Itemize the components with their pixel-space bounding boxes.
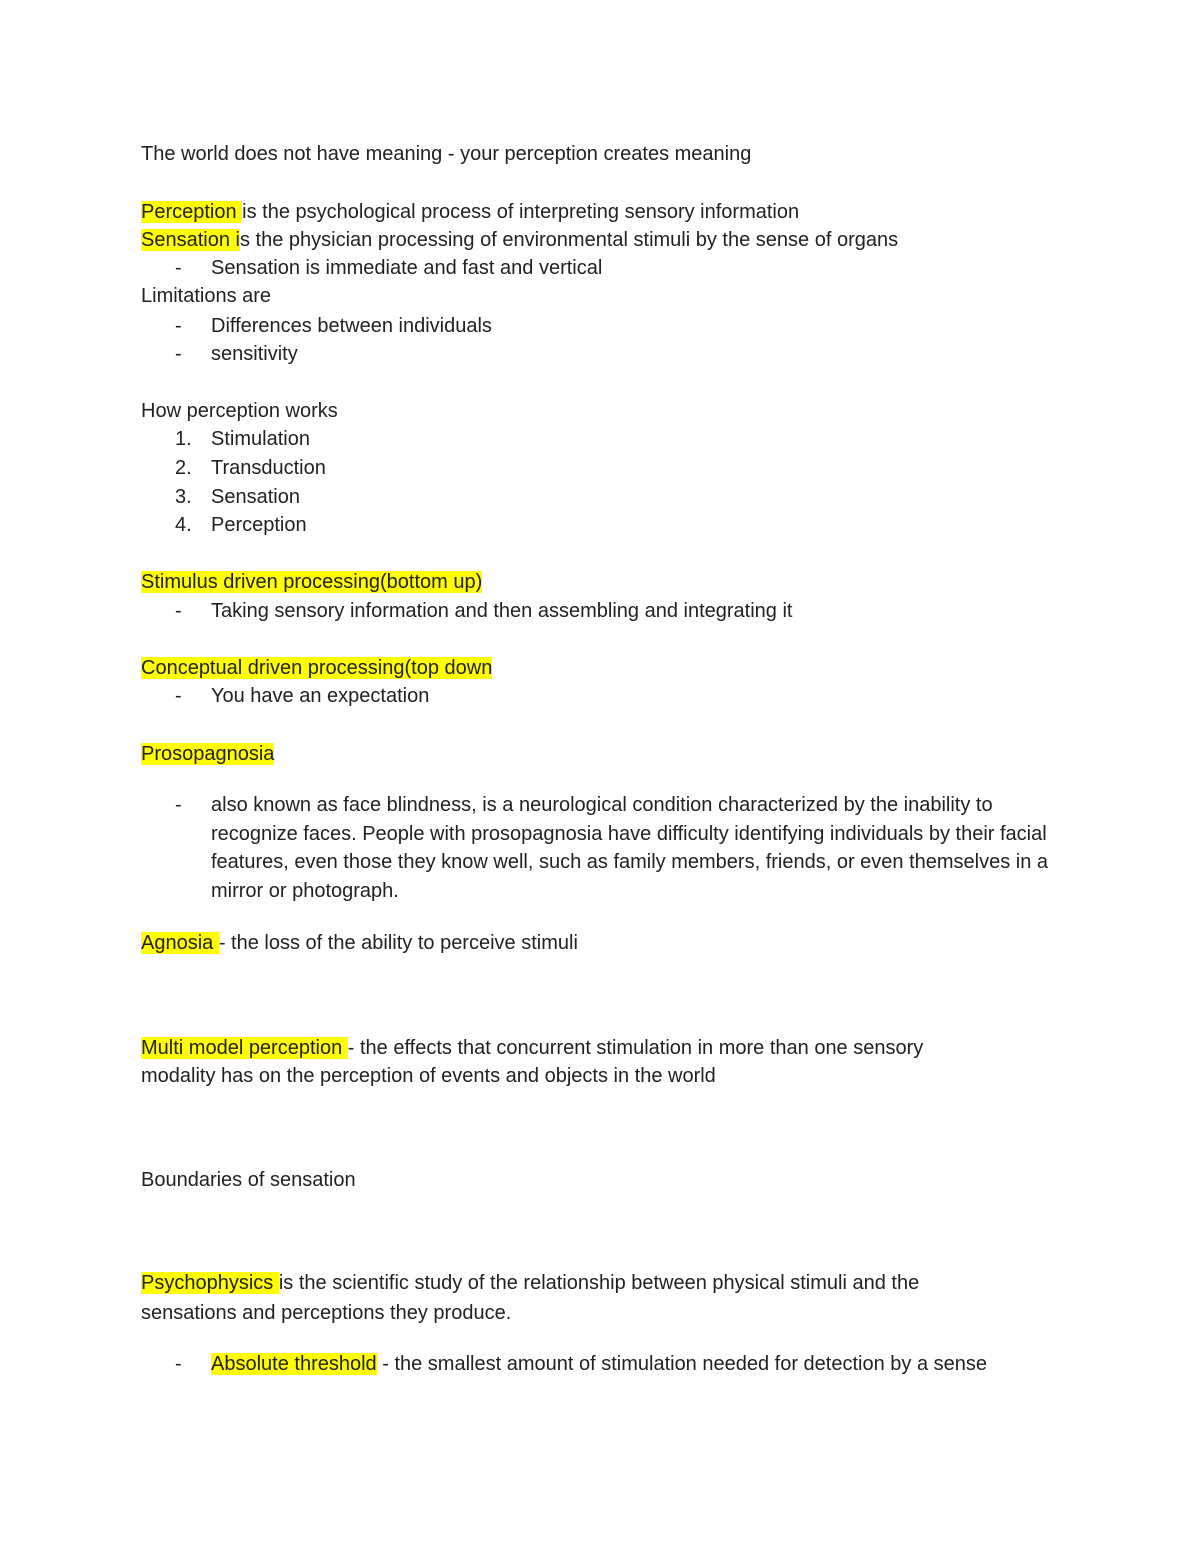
- multimodel-term: Multi model perception: [141, 1037, 348, 1059]
- multimodel-definition-line2: [141, 1062, 716, 1090]
- bullet-dash: -: [175, 257, 182, 279]
- agnosia-term: Agnosia: [141, 932, 219, 954]
- multimodel-text-line1: - the effects that concurrent stimulation in more than one sensory: [347, 1037, 924, 1059]
- bullet-dash: -: [175, 685, 182, 707]
- bottom-up-heading: [141, 568, 482, 596]
- perception-definition: [141, 198, 799, 226]
- sensation-term: Sensation i: [141, 229, 240, 251]
- limitations-item: [175, 312, 492, 340]
- limitation-text: Differences between individuals: [211, 315, 492, 337]
- bottom-up-bullet: [175, 597, 792, 625]
- bullet-dash: -: [175, 794, 182, 816]
- top-down-heading: [141, 654, 492, 682]
- step-number: 4.: [175, 514, 192, 536]
- bullet-dash: -: [175, 1353, 182, 1375]
- perception-term: Perception: [141, 201, 243, 223]
- limitation-text: sensitivity: [211, 343, 298, 365]
- absolute-threshold-term: Absolute threshold: [211, 1353, 377, 1375]
- sensation-bullet-text: Sensation is immediate and fast and vertical: [211, 257, 603, 279]
- intro-line: [141, 140, 751, 168]
- bullet-dash: -: [175, 315, 182, 337]
- multimodel-definition-line1: [141, 1034, 923, 1062]
- psychophysics-definition-line2: [141, 1299, 511, 1327]
- psychophysics-text-line1: is the scientific study of the relationship between physical stimuli and the: [278, 1272, 920, 1294]
- bottom-up-term: Stimulus driven processing(bottom up): [141, 571, 483, 593]
- how-heading-text: How perception works: [141, 400, 338, 422]
- step-item: [175, 511, 307, 539]
- top-down-text: You have an expectation: [211, 685, 430, 707]
- step-number: 1.: [175, 428, 192, 450]
- agnosia-definition: [141, 929, 578, 957]
- limitations-item: [175, 340, 298, 368]
- sensation-definition-text: s the physician processing of environmental stimuli by the sense of organs: [239, 229, 899, 251]
- step-number: 2.: [175, 457, 192, 479]
- bottom-up-text: Taking sensory information and then assembling and integrating it: [211, 600, 793, 622]
- boundaries-heading: [141, 1166, 356, 1194]
- intro-text: The world does not have meaning - your perception creates meaning: [141, 143, 752, 165]
- how-heading: [141, 397, 338, 425]
- sensation-definition: [141, 226, 898, 254]
- psychophysics-definition-line1: [141, 1269, 919, 1297]
- absolute-threshold-bullet: [175, 1350, 987, 1378]
- multimodel-text-line2: modality has on the perception of events and objects in the world: [141, 1065, 716, 1087]
- perception-definition-text: is the psychological process of interpreting sensory information: [242, 201, 800, 223]
- boundaries-heading-text: Boundaries of sensation: [141, 1169, 356, 1191]
- prosopagnosia-term: Prosopagnosia: [141, 743, 275, 765]
- prosopagnosia-heading: [141, 740, 274, 768]
- absolute-threshold-text: - the smallest amount of stimulation needed for detection by a sense: [376, 1353, 988, 1375]
- agnosia-text: - the loss of the ability to perceive stimuli: [218, 932, 578, 954]
- prosopagnosia-text: also known as face blindness, is a neurological condition characterized by the inability to recognize faces. People with prosopagnosia have difficulty identifying individuals by their facial features, even those they know well, such as family members, friends, or even themselves in a mirror or photograph.: [211, 794, 1049, 902]
- psychophysics-term: Psychophysics: [141, 1272, 279, 1294]
- bullet-dash: -: [175, 343, 182, 365]
- top-down-term: Conceptual driven processing(top down: [141, 657, 493, 679]
- step-item: [175, 454, 326, 482]
- step-text: Transduction: [211, 457, 326, 479]
- step-item: [175, 483, 300, 511]
- prosopagnosia-dash: [175, 791, 211, 819]
- bullet-dash: -: [175, 600, 182, 622]
- psychophysics-text-line2: sensations and perceptions they produce.: [141, 1302, 512, 1324]
- limitations-heading-text: Limitations are: [141, 285, 272, 307]
- step-text: Stimulation: [211, 428, 310, 450]
- top-down-bullet: [175, 682, 429, 710]
- step-text: Sensation: [211, 486, 300, 508]
- step-item: [175, 425, 310, 453]
- step-text: Perception: [211, 514, 307, 536]
- step-number: 3.: [175, 486, 192, 508]
- limitations-heading: [141, 282, 271, 310]
- sensation-bullet: [175, 254, 602, 282]
- prosopagnosia-bullet: [211, 791, 1071, 905]
